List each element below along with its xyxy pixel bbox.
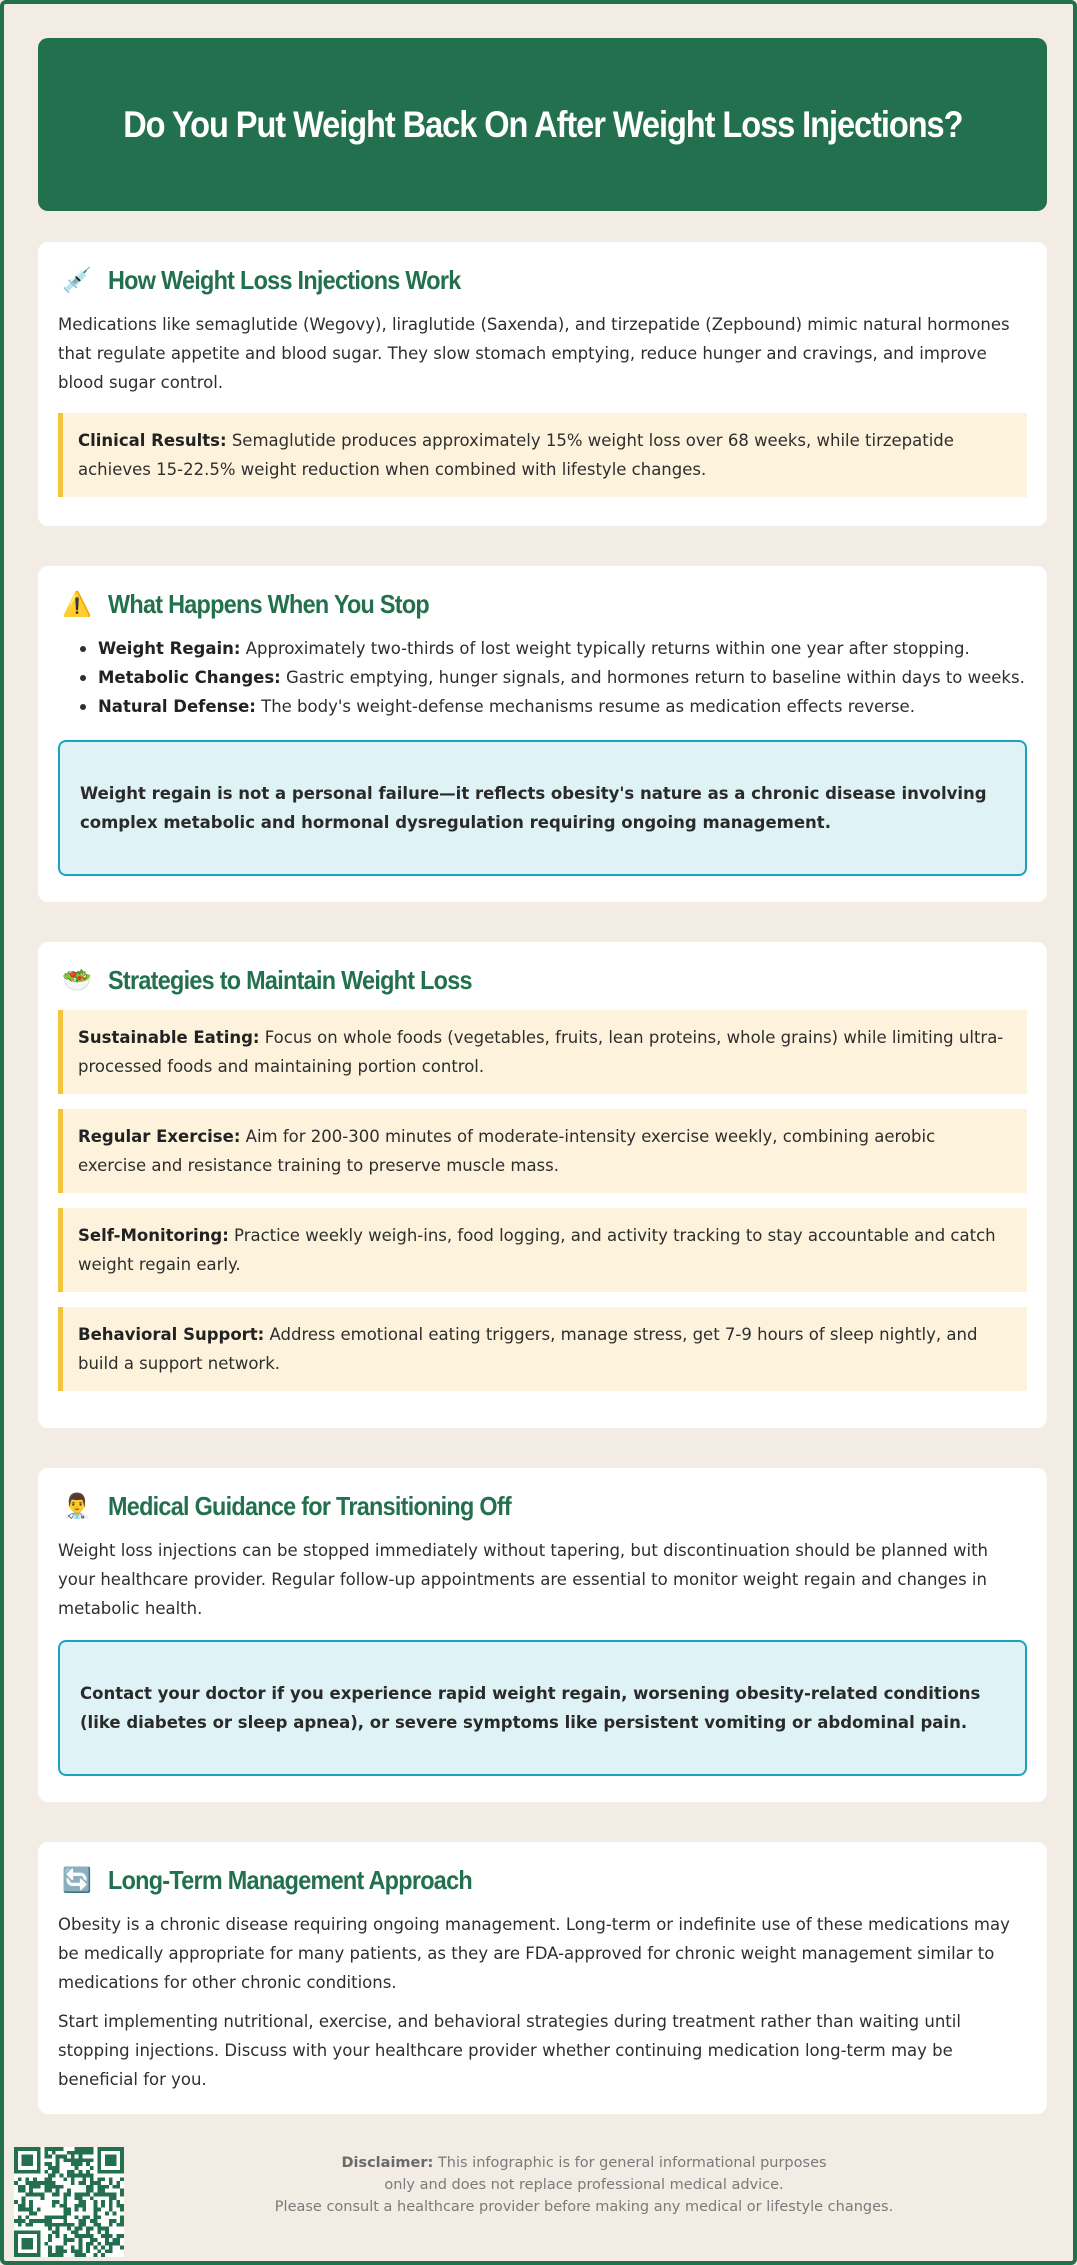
section-medical-guidance bbox=[38, 1468, 1047, 1802]
section-body: Weight loss injections can be stopped immediately without tapering, but discontinuation should be planned with your healthcare provider. Regular follow-up appointments are essential to monitor weight regain and changes in metabolic health. bbox=[58, 1541, 989, 1618]
contact-doctor-callout bbox=[58, 1640, 1027, 1776]
regain-note-callout bbox=[58, 740, 1027, 876]
section-header bbox=[58, 1486, 1027, 1526]
section-title: Long-Term Management Approach bbox=[108, 1864, 472, 1895]
disclaimer: Disclaimer: This infographic is for general informational purposes only and does not replace professional medical advice. Please consult a healthcare provider before making any medical or lifestyle changes. bbox=[274, 2155, 894, 2215]
page-title: Do You Put Weight Back On After Weight Loss Injections? bbox=[122, 103, 963, 145]
section-long-term bbox=[38, 1842, 1047, 2114]
section-body: Start implementing nutritional, exercise, and behavioral strategies during treatment rather than waiting until stopping injections. Discuss with your healthcare provider whether continuing medication long-term may be beneficial for you. bbox=[58, 2012, 961, 2089]
section-title: How Weight Loss Injections Work bbox=[108, 264, 461, 295]
section-how-injections-work bbox=[38, 242, 1047, 526]
strategy-item: Self-Monitoring: Practice weekly weigh-ins, food logging, and activity tracking to stay accountable and catch weight regain early. bbox=[58, 1208, 1027, 1292]
list-item: Weight Regain: Approximately two-thirds of lost weight typically returns within one year after stopping. bbox=[78, 634, 1027, 663]
strategy-item: Sustainable Eating: Focus on whole foods (vegetables, fruits, lean proteins, whole grains) while limiting ultra-processed foods and maintaining portion control. bbox=[58, 1010, 1027, 1094]
list-item: Metabolic Changes: Gastric emptying, hunger signals, and hormones return to baseline within days to weeks. bbox=[78, 663, 1027, 692]
section-header bbox=[58, 1860, 1027, 1900]
strategy-item: Behavioral Support: Address emotional eating triggers, manage stress, get 7-9 hours of sleep nightly, and build a support network. bbox=[58, 1307, 1027, 1391]
qr-code bbox=[14, 2147, 124, 2257]
section-strategies bbox=[38, 942, 1047, 1428]
callout-text: Semaglutide produces approximately 15% weight loss over 68 weeks, while tirzepatide achieves 15-22.5% weight reduction when combined with lifestyle changes. bbox=[78, 431, 954, 479]
page-header bbox=[38, 38, 1047, 211]
callout-label: Clinical Results: bbox=[78, 431, 227, 450]
section-title: Medical Guidance for Transitioning Off bbox=[108, 1490, 511, 1521]
section-body: Obesity is a chronic disease requiring ongoing management. Long-term or indefinite use of these medications may be medically appropriate for many patients, as they are FDA-approved for chronic weight management similar to medications for other chronic conditions. bbox=[58, 1915, 1010, 1992]
section-title: What Happens When You Stop bbox=[108, 588, 430, 619]
clinical-results-callout bbox=[58, 413, 1027, 497]
callout-text: Contact your doctor if you experience rapid weight regain, worsening obesity-related conditions (like diabetes or sleep apnea), or severe symptoms like persistent vomiting or abdominal pain. bbox=[80, 1684, 981, 1732]
section-title: Strategies to Maintain Weight Loss bbox=[108, 964, 472, 995]
strategy-item: Regular Exercise: Aim for 200-300 minutes of moderate-intensity exercise weekly, combining aerobic exercise and resistance training to preserve muscle mass. bbox=[58, 1109, 1027, 1193]
callout-text: Weight regain is not a personal failure—it reflects obesity's nature as a chronic disease involving complex metabolic and hormonal dysregulation requiring ongoing management. bbox=[80, 784, 987, 832]
disclaimer-label: Disclaimer: bbox=[341, 2155, 434, 2171]
section-body: Medications like semaglutide (Wegovy), liraglutide (Saxenda), and tirzepatide (Zepbound) mimic natural hormones that regulate appetite and blood sugar. They slow stomach emptying, reduce hunger and cravings, and improve blood sugar control. bbox=[58, 315, 1010, 392]
refresh-icon: 🔄 bbox=[62, 1866, 92, 1894]
syringe-icon: 💉 bbox=[62, 266, 92, 294]
section-header bbox=[58, 584, 1027, 624]
effects-list bbox=[78, 634, 1027, 721]
section-when-you-stop bbox=[38, 566, 1047, 902]
warning-icon: ⚠️ bbox=[62, 590, 92, 618]
doctor-icon: 👨‍⚕️ bbox=[62, 1492, 92, 1520]
list-item: Natural Defense: The body's weight-defense mechanisms resume as medication effects reverse. bbox=[78, 692, 1027, 721]
salad-icon: 🥗 bbox=[62, 966, 92, 994]
section-header bbox=[58, 960, 1027, 1000]
section-header bbox=[58, 260, 1027, 300]
